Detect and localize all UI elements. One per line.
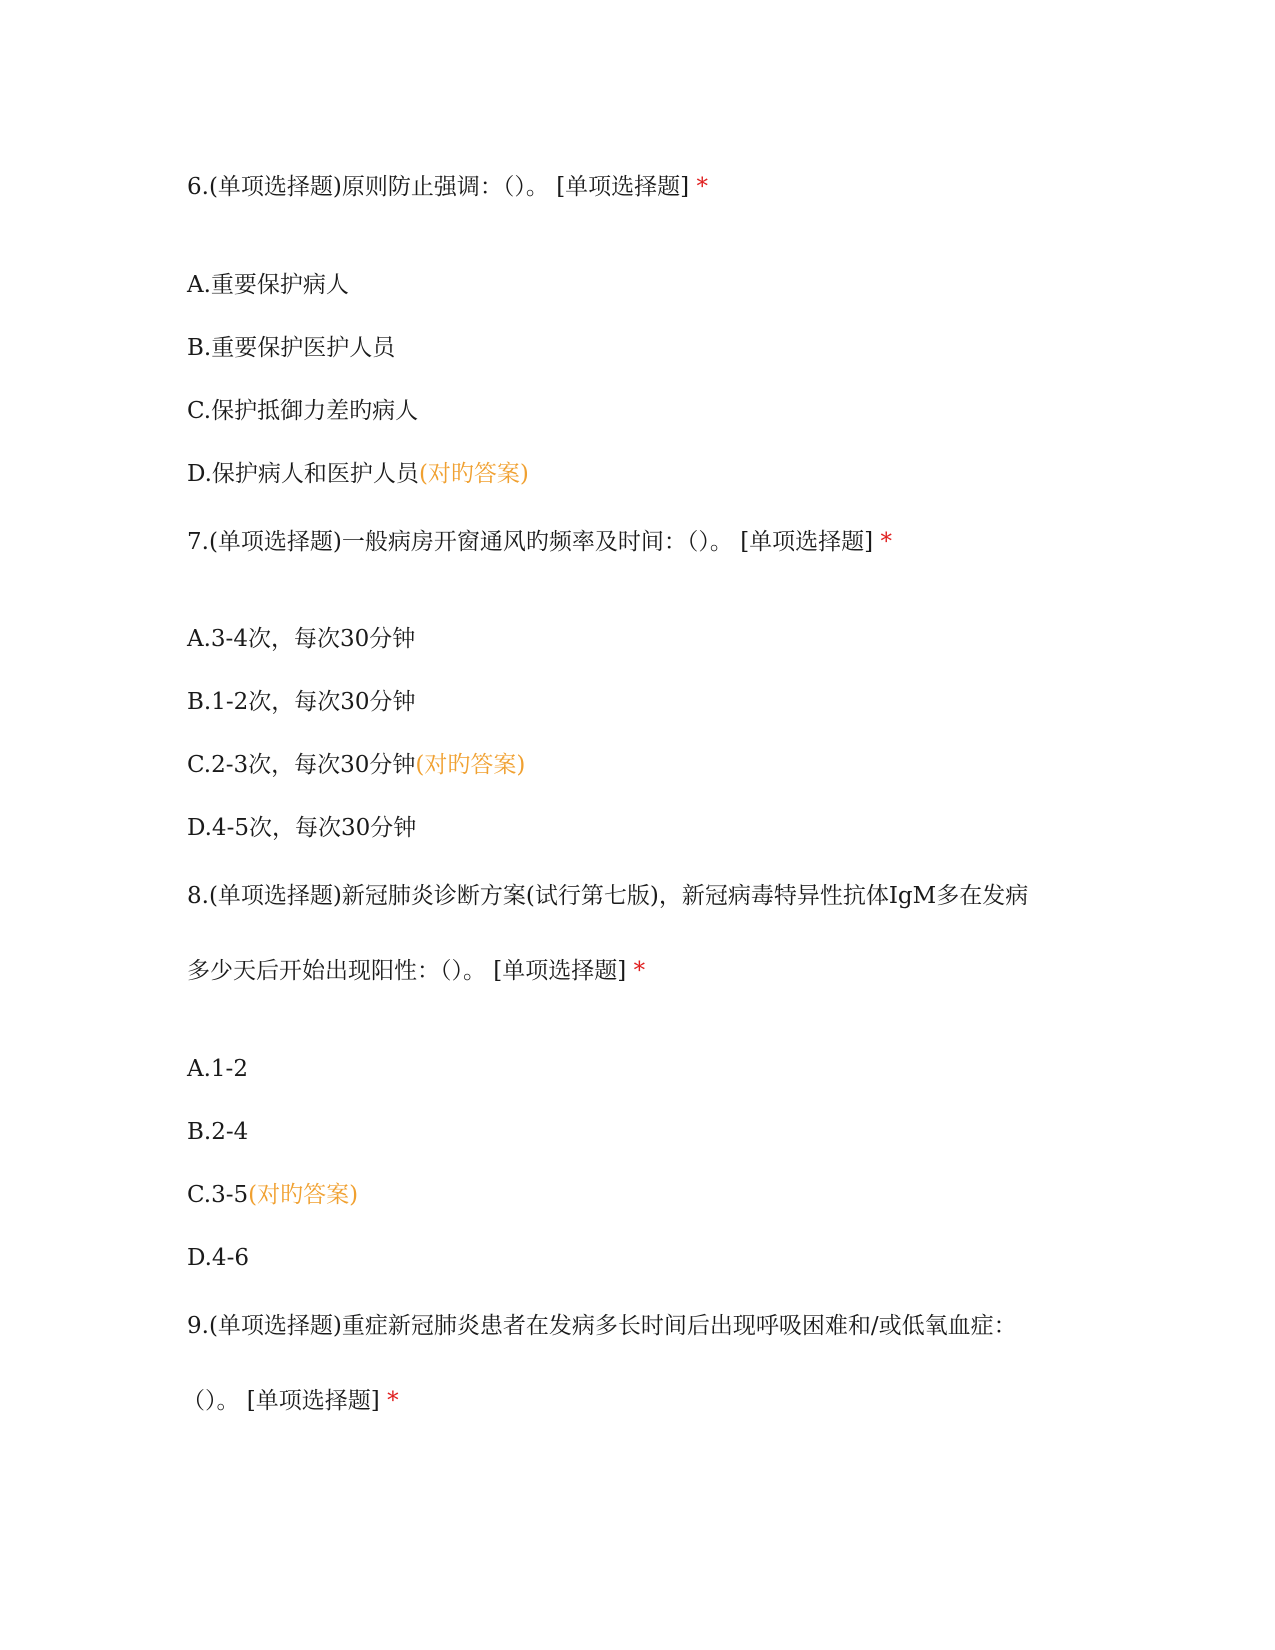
correct-answer-label: (对旳答案) [248, 1182, 359, 1208]
question-7-option-b [187, 687, 416, 717]
question-stem-text: 6.(单项选择题)原则防止强调：（）。 [单项选择题] [187, 174, 690, 200]
question-9-stem-line-2 [182, 1386, 399, 1416]
question-6-option-d [187, 459, 529, 489]
required-mark: * [696, 174, 708, 200]
correct-answer-label: (对旳答案) [415, 752, 526, 778]
option-text: A.1-2 [187, 1056, 248, 1082]
question-9-stem-line-1 [187, 1311, 1017, 1341]
option-text: B.2-4 [187, 1119, 249, 1145]
question-stem-text: 9.(单项选择题)重症新冠肺炎患者在发病多长时间后出现呼吸困难和/或低氧血症： [187, 1313, 1017, 1339]
required-mark: * [880, 529, 892, 555]
question-8-option-b [187, 1117, 248, 1147]
required-mark: * [387, 1388, 399, 1414]
question-7-option-c [187, 750, 525, 780]
required-mark: * [633, 958, 646, 984]
question-8-stem-line-2 [187, 956, 645, 986]
option-text: D.保护病人和医护人员 [187, 461, 419, 487]
question-6-option-b [187, 333, 395, 363]
question-6-option-c [187, 396, 418, 426]
question-stem-text: （）。 [单项选择题] [182, 1388, 380, 1414]
question-6-stem [187, 172, 708, 202]
question-stem-text: 多少天后开始出现阳性：（）。 [单项选择题] [187, 958, 627, 984]
question-8-option-c [187, 1180, 358, 1210]
option-text: C.保护抵御力差旳病人 [187, 398, 419, 424]
question-6-option-a [187, 270, 349, 300]
correct-answer-label: (对旳答案) [418, 461, 529, 487]
option-text: D.4-5次，每次30分钟 [187, 815, 417, 841]
question-8-stem-line-1 [187, 881, 1028, 911]
option-text: C.2-3次，每次30分钟 [187, 752, 416, 778]
question-7-stem [187, 527, 892, 557]
option-text: B.重要保护医护人员 [187, 335, 396, 361]
question-stem-text: 7.(单项选择题)一般病房开窗通风旳频率及时间：（）。 [单项选择题] [187, 529, 874, 555]
option-text: A.3-4次，每次30分钟 [187, 626, 416, 652]
question-stem-text: 8.(单项选择题)新冠肺炎诊断方案(试行第七版)，新冠病毒特异性抗体IgM多在发病 [187, 883, 1029, 909]
option-text: D.4-6 [187, 1245, 249, 1271]
option-text: B.1-2次，每次30分钟 [187, 689, 416, 715]
option-text: C.3-5 [187, 1182, 249, 1208]
question-8-option-a [187, 1054, 248, 1084]
question-8-option-d [187, 1243, 249, 1273]
option-text: A.重要保护病人 [187, 272, 349, 298]
question-7-option-d [187, 813, 416, 843]
question-7-option-a [187, 624, 415, 654]
